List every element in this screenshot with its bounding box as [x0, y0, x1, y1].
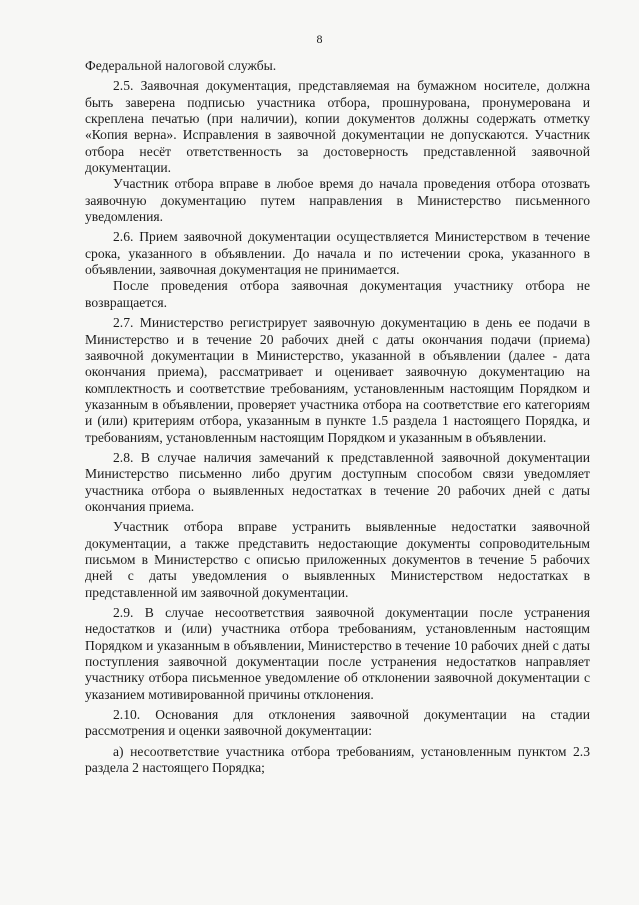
- page-number: 8: [316, 32, 323, 46]
- paragraph-2-8-correction: Участник отбора вправе устранить выявленные недостатки заявочной документации, а также представить недостающие документы сопроводительным письмом в Министерство с описью приложенных документов в течение 5 рабочих дней с даты уведомления о выявленных Министерством недостатках в представленной им заявочной документации.: [85, 519, 590, 600]
- document-body: [85, 58, 590, 780]
- paragraph-2-5-withdrawal: Участник отбора вправе в любое время до начала проведения отбора отозвать заявочную документацию путем направления в Министерство письменного уведомления.: [85, 176, 590, 225]
- paragraph-2-6-return: После проведения отбора заявочная документация участнику отбора не возвращается.: [85, 278, 590, 310]
- paragraph-2-8: 2.8. В случае наличия замечаний к представленной заявочной документации Министерство письменно либо другим доступным способом связи уведомляет участника отбора о выявленных недостатках в течение 20 рабочих дней с даты окончания приема.: [85, 449, 590, 514]
- paragraph-2-6: 2.6. Прием заявочной документации осуществляется Министерством в течение срока, указанного в объявлении. До начала и по истечении срока, указанного в объявлении, заявочная документация не принимается.: [85, 229, 590, 278]
- paragraph-2-7: 2.7. Министерство регистрирует заявочную документацию в день ее подачи в Министерство и в течение 20 рабочих дней с даты окончания подачи (приема) заявочной документации в Министерство, указанной в объявлении (далее - дата окончания приема), рассматривает и оценивает заявочную документацию на комплектность и соответствие требованиям, установленным настоящим Порядком и указанным в объявлении, проверяет участника отбора на соответствие его категориям и (или) критериям отбора, указанным в пункте 1.5 раздела 1 настоящего Порядка, и требованиям, установленным настоящим Порядком и указанным в объявлении.: [85, 315, 590, 445]
- paragraph-2-5: 2.5. Заявочная документация, представляемая на бумажном носителе, должна быть заверена подписью участника отбора, прошнурована, пронумерована и скреплена печатью (при наличии), копии документов должны содержать отметку «Копия верна». Исправления в заявочной документации не допускаются. Участник отбора несёт ответственность за достоверность представленной заявочной документации.: [85, 78, 590, 176]
- paragraph-2-10-a: а) несоответствие участника отбора требованиям, установленным пунктом 2.3 раздела 2 настоящего Порядка;: [85, 743, 590, 776]
- paragraph-2-9: 2.9. В случае несоответствия заявочной документации после устранения недостатков и (или) участника отбора требованиям, установленным настоящим Порядком и указанным в объявлении, Министерство в течение 10 рабочих дней с даты поступления заявочной документации после устранения недостатков направляет участнику отбора письменное уведомление об отклонении заявочной документации с указанием мотивированной причины отклонения.: [85, 605, 590, 702]
- paragraph-2-10: 2.10. Основания для отклонения заявочной документации на стадии рассмотрения и оценки заявочной документации:: [85, 707, 590, 739]
- paragraph-continuation: Федеральной налоговой службы.: [85, 58, 277, 73]
